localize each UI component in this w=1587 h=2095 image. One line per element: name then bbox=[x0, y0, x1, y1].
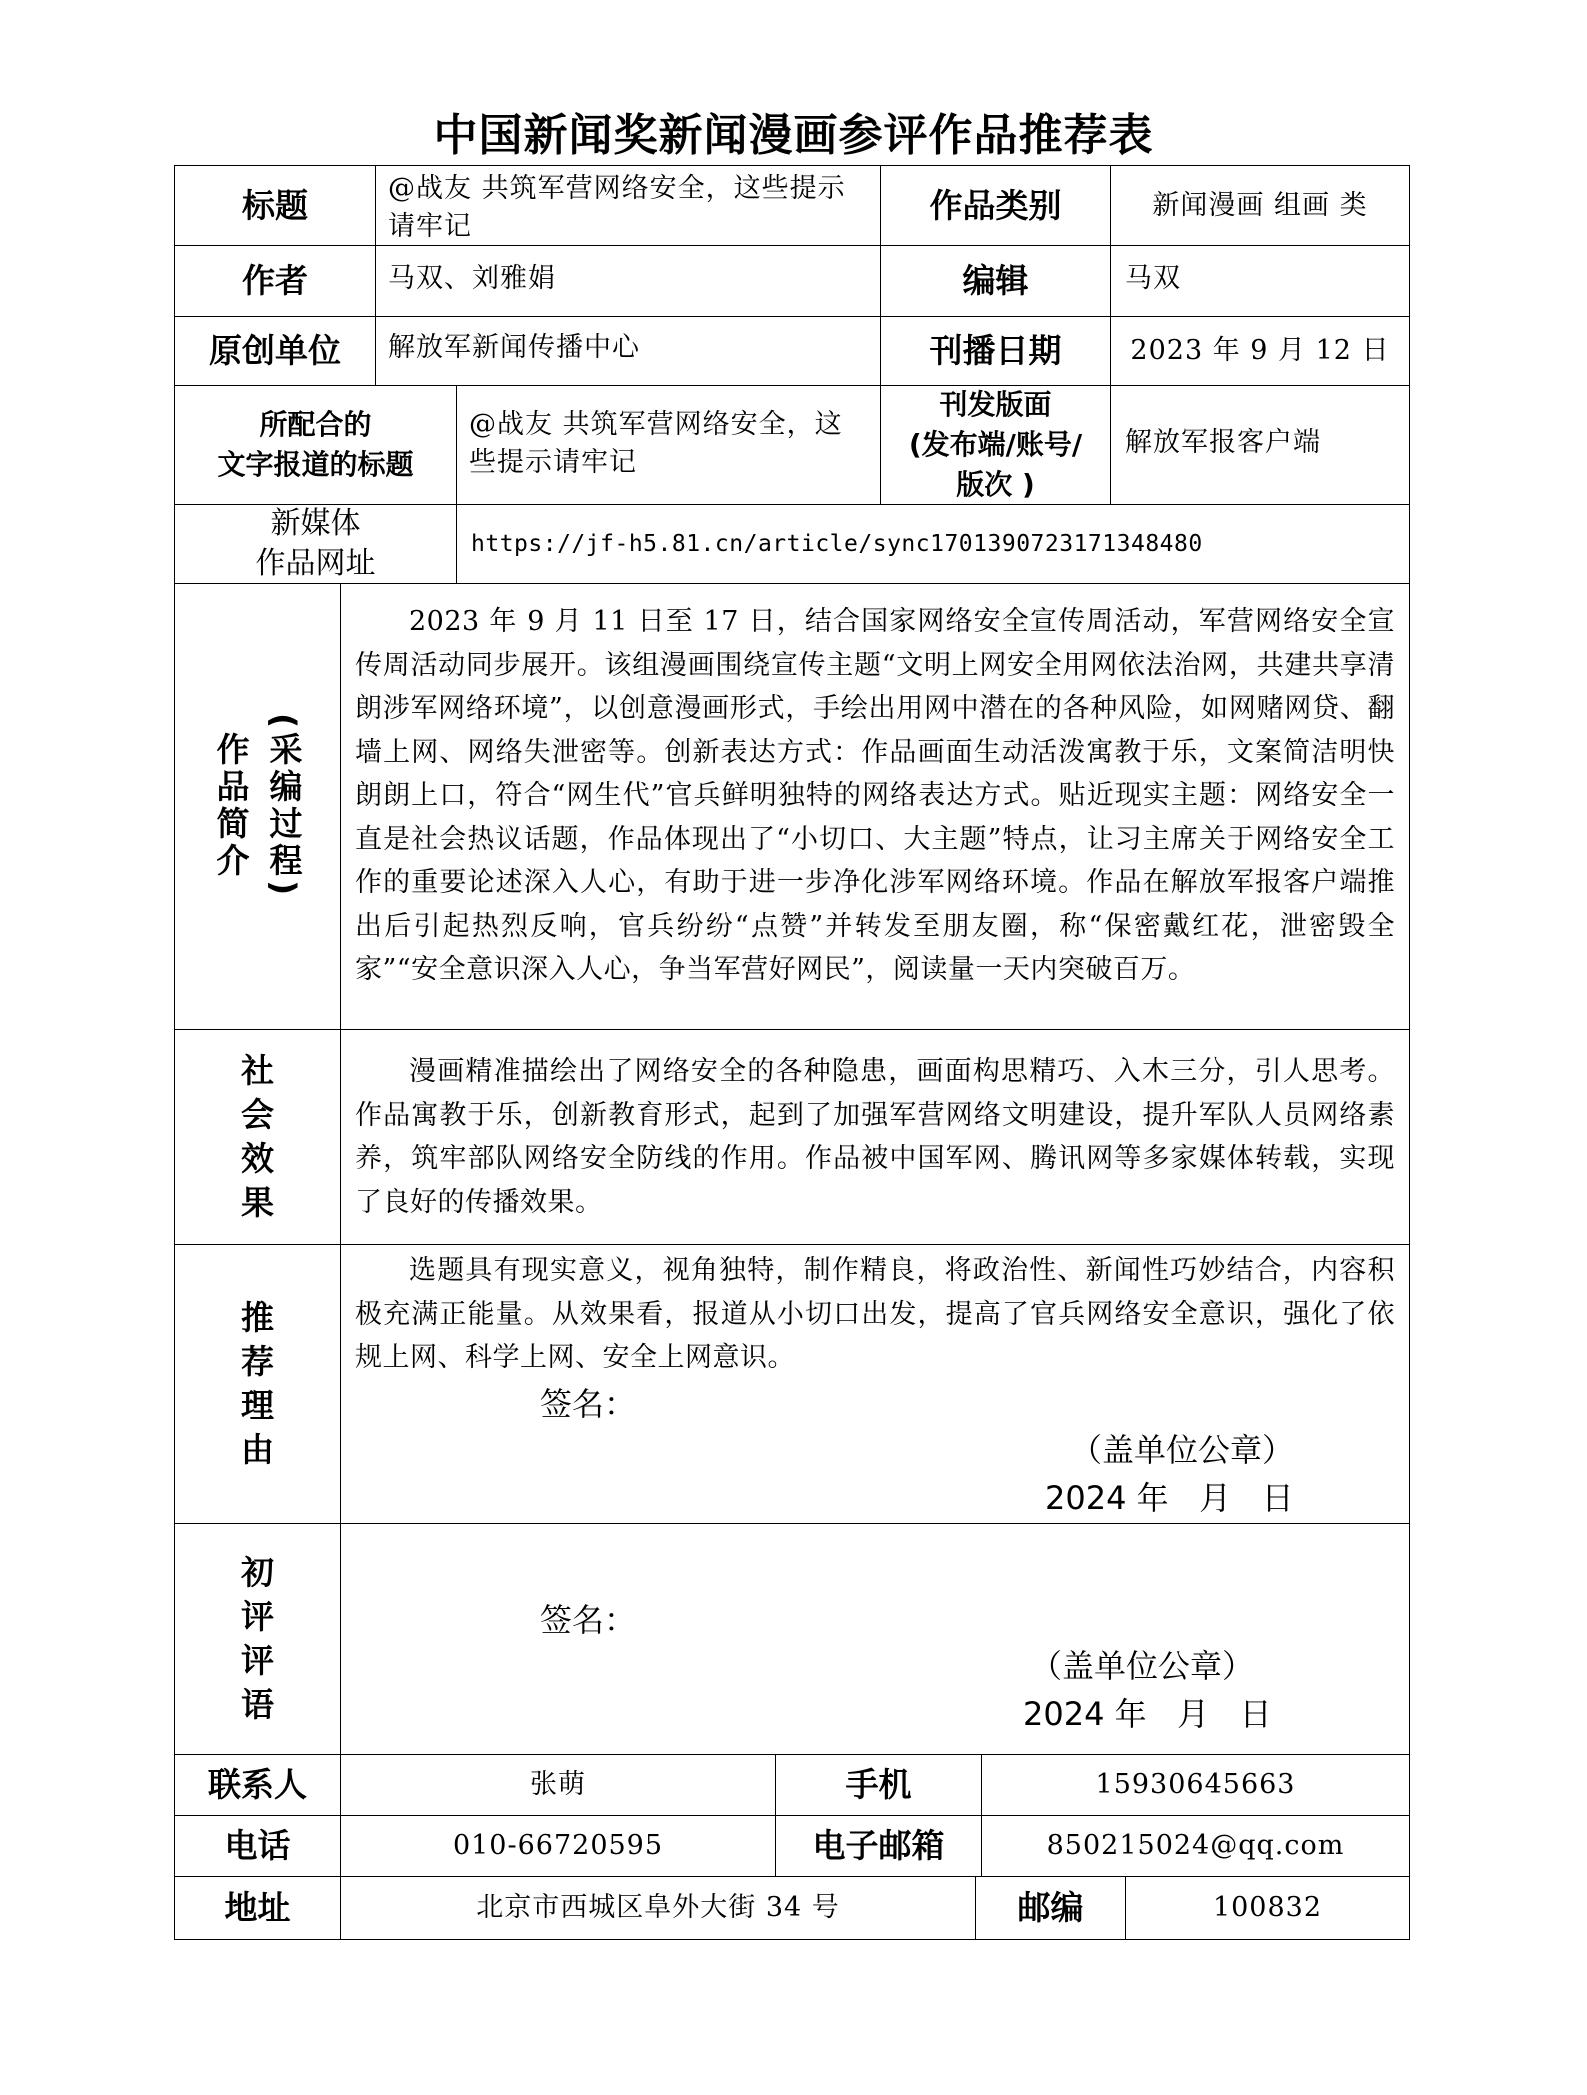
mobile-label: 手机 bbox=[845, 1765, 912, 1804]
phone-value: 010-66720595 bbox=[452, 1830, 664, 1861]
document-title: 中国新闻奖新闻漫画参评作品推荐表 bbox=[433, 110, 1154, 161]
page-value: 解放军报客户端 bbox=[1125, 427, 1321, 458]
reason-seal: （盖单位公章） bbox=[1070, 1431, 1295, 1469]
url-label-line2: 作品网址 bbox=[255, 546, 376, 581]
phone-value-cell bbox=[340, 1815, 776, 1877]
page-label-line1: 刊发版面 bbox=[939, 388, 1052, 421]
reason-signature: 签名： bbox=[540, 1385, 637, 1423]
address-label: 地址 bbox=[224, 1888, 291, 1927]
report-value: @战友 共筑军营网络安全，这些提示请牢记 bbox=[469, 409, 843, 478]
category-label-cell bbox=[880, 165, 1111, 246]
page-label-line2: (发布端/账号/ bbox=[908, 428, 1083, 461]
reason-date: 2024 年 月 日 bbox=[1045, 1479, 1294, 1517]
zip-label: 邮编 bbox=[1017, 1888, 1084, 1927]
reason-label bbox=[241, 1296, 274, 1472]
reason-label-char: 理 bbox=[241, 1386, 274, 1425]
reason-text: 选题具有现实意义，视角独特，制作精良，将政治性、新闻性巧妙结合，内容积极充满正能量。从效果看，报道从小切口出发，提高了官兵网络安全意识，强化了依规上网、科学上网、安全上网意识。 bbox=[355, 1255, 1395, 1373]
intro-text: 2023 年 9 月 11 日至 17 日，结合国家网络安全宣传周活动，军营网络安全宣传周活动同步展开。该组漫画围绕宣传主题“文明上网安全用网依法治网，共建共享清朗涉军网络环境”，以创意漫画形式，手绘出用网中潜在的各种风险，如网赌网贷、翻墙上网、网络失泄密等。创新表达方式：作品画面生动活泼寓教于乐，文案简洁明快朗朗上口，符合“网生代”官兵鲜明独特的网络表达方式。贴近现实主题：网络安全一直是社会热议话题，作品体现出了“小切口、大主题”特点，让习主席关于网络安全工作的重要论述深入人心，有助于进一步净化涉军网络环境。作品在解放军报客户端推出后引起热烈反响，官兵纷纷“点赞”并转发至朋友圈，称“保密戴红花，泄密毁全家”“安全意识深入人心，争当军营好网民”，阅读量一天内突破百万。 bbox=[355, 606, 1395, 985]
category-value: 新闻漫画 组画 类 bbox=[1152, 189, 1368, 221]
category-label: 作品类别 bbox=[929, 185, 1062, 225]
unit-label-cell bbox=[174, 316, 376, 386]
zip-value-cell bbox=[1125, 1876, 1410, 1940]
editor-label: 编辑 bbox=[962, 261, 1029, 300]
review-signature: 签名： bbox=[540, 1601, 637, 1639]
unit-value: 解放军新闻传播中心 bbox=[388, 332, 640, 363]
title-value: @战友 共筑军营网络安全，这些提示请牢记 bbox=[388, 173, 846, 242]
mobile-label-cell bbox=[775, 1754, 982, 1816]
report-value-cell bbox=[456, 385, 881, 505]
page-label-cell bbox=[880, 385, 1111, 505]
author-value: 马双、刘雅娟 bbox=[388, 263, 556, 294]
url-label-cell bbox=[174, 504, 457, 584]
report-label-line1: 所配合的 bbox=[259, 408, 372, 441]
email-label-cell bbox=[775, 1815, 982, 1877]
phone-label: 电话 bbox=[224, 1826, 291, 1865]
effect-label-char: 效 bbox=[241, 1139, 274, 1178]
person-value: 张萌 bbox=[530, 1769, 586, 1800]
url-value: https://jf-h5.81.cn/article/sync1701390723171348480 bbox=[471, 531, 1203, 557]
author-label-cell bbox=[174, 245, 376, 317]
page-label-line3: 版次 ) bbox=[956, 468, 1035, 501]
review-label-char: 语 bbox=[241, 1685, 274, 1724]
date-label: 刊播日期 bbox=[929, 331, 1062, 370]
person-label: 联系人 bbox=[208, 1765, 307, 1804]
effect-label-cell bbox=[174, 1029, 341, 1245]
title-label-cell bbox=[174, 165, 376, 246]
mobile-value-cell bbox=[981, 1754, 1410, 1816]
review-seal: （盖单位公章） bbox=[1030, 1647, 1255, 1685]
report-label-cell bbox=[174, 385, 457, 505]
address-label-cell bbox=[174, 1876, 341, 1940]
address-value-cell bbox=[340, 1876, 976, 1940]
reason-label-cell bbox=[174, 1244, 341, 1524]
date-value-cell bbox=[1110, 316, 1410, 386]
effect-label-char: 社 bbox=[241, 1051, 274, 1090]
effect-label-char: 果 bbox=[241, 1183, 274, 1222]
effect-text: 漫画精准描绘出了网络安全的各种隐患，画面构思精巧、入木三分，引人思考。作品寓教于乐，创新教育形式，起到了加强军营网络文明建设，提升军队人员网络素养，筑牢部队网络安全防线的作用。作品被中国军网、腾讯网等多家媒体转载，实现了良好的传播效果。 bbox=[355, 1056, 1395, 1218]
person-value-cell bbox=[340, 1754, 776, 1816]
title-label: 标题 bbox=[242, 185, 308, 225]
date-value: 2023 年 9 月 12 日 bbox=[1130, 335, 1390, 366]
url-label-line1: 新媒体 bbox=[270, 506, 361, 541]
unit-value-cell bbox=[375, 316, 881, 386]
review-date: 2024 年 月 日 bbox=[1023, 1695, 1272, 1733]
editor-value-cell bbox=[1110, 245, 1410, 317]
reason-label-char: 荐 bbox=[241, 1342, 274, 1381]
reason-label-char: 推 bbox=[241, 1298, 274, 1337]
review-label-cell bbox=[174, 1523, 341, 1755]
url-value-cell bbox=[456, 504, 1410, 584]
author-value-cell bbox=[375, 245, 881, 317]
zip-value: 100832 bbox=[1212, 1892, 1323, 1923]
report-label-line2: 文字报道的标题 bbox=[217, 448, 414, 481]
phone-label-cell bbox=[174, 1815, 341, 1877]
review-label bbox=[241, 1551, 274, 1727]
effect-label-char: 会 bbox=[241, 1095, 274, 1134]
person-label-cell bbox=[174, 1754, 341, 1816]
mobile-value: 15930645663 bbox=[1095, 1769, 1296, 1800]
intro-label-cell bbox=[174, 583, 341, 1030]
editor-value: 马双 bbox=[1125, 263, 1181, 294]
zip-label-cell bbox=[975, 1876, 1126, 1940]
title-value-cell bbox=[375, 165, 881, 246]
email-label: 电子邮箱 bbox=[812, 1826, 945, 1865]
review-label-char: 评 bbox=[241, 1597, 274, 1636]
author-label: 作者 bbox=[242, 261, 308, 300]
unit-label: 原创单位 bbox=[209, 331, 341, 370]
intro-label-main: 作品简介 bbox=[211, 732, 251, 881]
email-value: 850215024@qq.com bbox=[1046, 1830, 1345, 1861]
reason-label-char: 由 bbox=[241, 1430, 274, 1469]
category-value-cell bbox=[1110, 165, 1410, 246]
effect-text-cell bbox=[340, 1029, 1410, 1245]
date-label-cell bbox=[880, 316, 1111, 386]
intro-text-cell bbox=[340, 583, 1410, 1030]
effect-label bbox=[241, 1049, 274, 1225]
address-value: 北京市西城区阜外大街 34 号 bbox=[476, 1892, 840, 1923]
email-value-cell bbox=[981, 1815, 1410, 1877]
editor-label-cell bbox=[880, 245, 1111, 317]
review-label-char: 初 bbox=[241, 1553, 274, 1592]
page-value-cell bbox=[1110, 385, 1410, 505]
intro-label-paren: (采编过程) bbox=[264, 713, 304, 900]
review-label-char: 评 bbox=[241, 1641, 274, 1680]
